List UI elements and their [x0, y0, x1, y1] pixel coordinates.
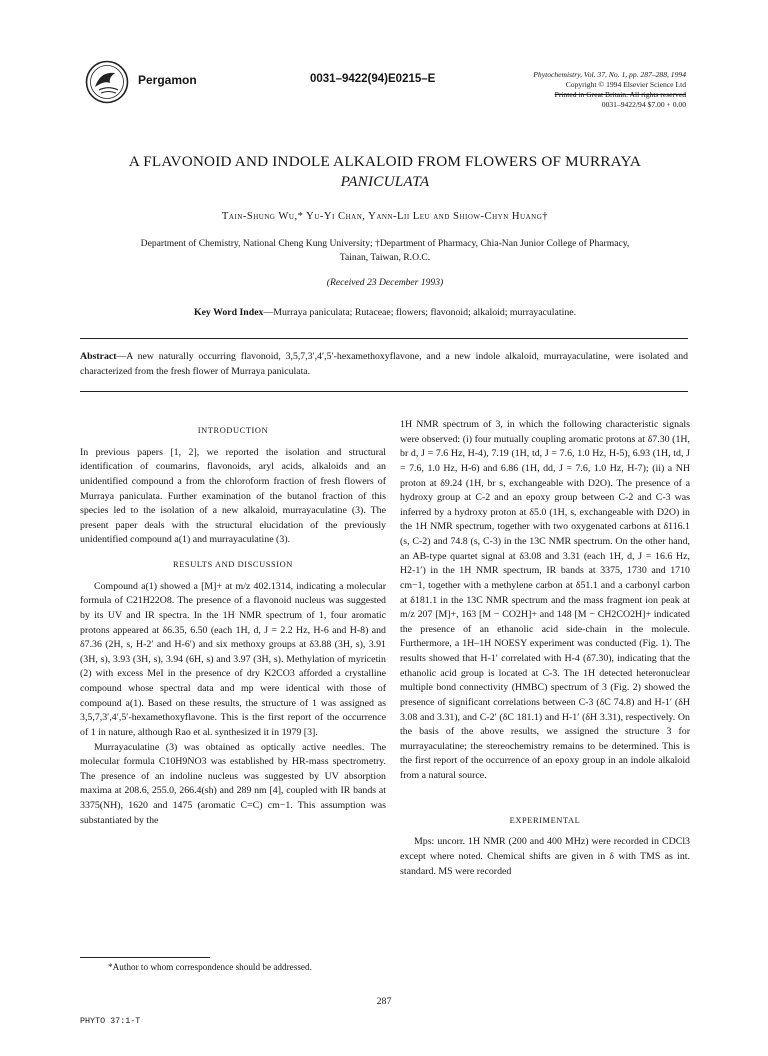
journal-price: 0031–9422/94 $7.00 + 0.00: [601, 100, 686, 109]
abstract-label: Abstract: [80, 351, 117, 362]
page-number: 287: [376, 996, 392, 1007]
introduction-paragraph: In previous papers [1, 2], we reported the isolation and structural identification of coumarins, flavonoids, aryl acids, alkaloids and an unidentified compound a from the chloroform fraction of fresh flowers of Murraya paniculata. Further examination of the butanol fraction of this species led to the isolation of a new alkaloid, murrayaculatine (3). The present paper deals with the structural elucidation of the previously unidentified compound a(1) and murrayaculatine (3).: [80, 446, 386, 546]
affiliation-line-2: Tainan, Taiwan, R.O.C.: [339, 252, 431, 263]
experimental-heading: EXPERIMENTAL: [509, 815, 581, 825]
affiliation-line-1: Department of Chemistry, National Cheng Kung University; †Department of Pharmacy, Chia-Nan Junior College of Pharmacy,: [140, 238, 630, 249]
results-heading: RESULTS AND DISCUSSION: [173, 560, 293, 569]
title-line-2: PANICULATA: [340, 173, 430, 190]
pergamon-logo: [85, 60, 129, 104]
received-date: (Received 23 December 1993): [326, 277, 444, 288]
introduction-heading: INTRODUCTION: [197, 426, 269, 435]
authors: Tain-Shung Wu,* Yu-Yi Chan, Yann-Lii Leu and Shiow-Chyn Huang†: [221, 211, 549, 222]
abstract: [80, 349, 688, 379]
title-line-1: A FLAVONOID AND INDOLE ALKALOID FROM FLOWERS OF MURRAYA: [128, 153, 642, 170]
volume-code: PHYTO 37:1-T: [80, 1016, 141, 1026]
experimental-paragraph: Mps: uncorr. 1H NMR (200 and 400 MHz) were recorded in CDCl3 except where noted. Chemical shifts are given in δ with TMS as int. standard. MS were recorded: [400, 836, 690, 877]
footnote: *Author to whom correspondence should be addressed.: [108, 962, 312, 972]
journal-info: [533, 70, 686, 110]
keywords-text: —Murraya paniculata; Rutaceae; flowers; flavonoid; alkaloid; murrayaculatine.: [263, 307, 577, 318]
affiliation: [60, 237, 710, 265]
column-left: [80, 424, 386, 828]
journal-citation: Phytochemistry, Vol. 37, No. 1, pp. 287–288, 1994: [533, 70, 686, 79]
footnote-rule: [80, 957, 210, 958]
rule-bottom: [80, 391, 688, 392]
rule-top: [80, 338, 688, 339]
journal-printed: Printed in Great Britain. All rights reserved: [554, 90, 686, 99]
abstract-text: —A new naturally occurring flavonoid, 3,5,7,3′,4′,5′-hexamethoxyflavone, and a new indole alkaloid, murrayaculatine, were isolated and characterized from the fresh flower of Murraya paniculata.: [80, 351, 688, 377]
journal-copyright: Copyright © 1994 Elsevier Science Ltd: [565, 80, 686, 89]
results-paragraph-2: Murrayaculatine (3) was obtained as optically active needles. The molecular formula C10H9NO3 was established by HR-mass spectrometry. The presence of an indoline nucleus was suggested by UV absorption maxima at 208.6, 255.0, 266.4(sh) and 289 nm [4], coupled with IR bands at 3375(NH), 1620 and 1475 (aromatic C=C) cm−1. This assumption was substantiated by the: [80, 741, 386, 826]
publisher-name: Pergamon: [138, 73, 197, 87]
column-right: [400, 418, 690, 879]
key-word-index: [60, 307, 710, 318]
article-code: 0031–9422(94)E0215–E: [310, 73, 436, 85]
keywords-label: Key Word Index: [193, 307, 264, 318]
results-paragraph-3: 1H NMR spectrum of 3, in which the following characteristic signals were observed: (i) four mutually coupling aromatic protons at δ7.30 (1H, br d, J = 7.6 Hz, H-4), 7.19 (1H, td, J = 7.6, 1.0 Hz, H-5), 6.93 (1H, td, J = 7.6, 1.0 Hz, H-6) and 6.86 (1H, dd, J = 7.6, 1.0 Hz, H-7); (ii) a NH proton at δ9.24 (1H, br s, exchangeable with D2O). The presence of a hydroxy group at C-2 and an epoxy group between C-2 and C-3 was inferred by a hydroxy proton at δ5.0 (1H, s, exchangeable with D2O) in the 1H NMR spectrum, together with two oxygenated carbons at δ116.1 (s, C-2) and 74.8 (s, C-3) in the 13C NMR spectrum. On the other hand, an AB-type quartet signal at δ3.08 and 3.31 (each 1H, d, J = 16.6 Hz, H2-1′) in the 1H NMR spectrum, IR bands at 3375, 1730 and 1710 cm−1, together with a methylene carbon at δ51.1 and a carbonyl carbon at δ181.1 in the 13C NMR spectrum and the mass fragment ion peak at m/z 207 [M]+, 163 [M − CO2H]+ and 148 [M − CH2CO2H]+ indicated the presence of an ethanolic acid side-chain in the molecule. Furthermore, a 1H–1H NOESY experiment was conducted (Fig. 1). The results showed that H-1′ correlated with H-4 (δ7.30), indicating that the ethanolic acid group is located at C-3. The 1H detected heteronuclear multiple bond connectivity (HMBC) spectrum of 3 (Fig. 2) showed the presence of significant correlations between C-3 (δC 74.8) and H-1′ (δH 3.08 and 3.31), and C-2′ (δC 181.1) and H-1′ (δH 3.31), respectively. On the basis of the above results, we assigned the structure 3 for murrayaculatine; the stereochemistry remains to be determined. This is the first report of the occurrence of an epoxy group in an indole alkaloid from a natural source.: [400, 419, 690, 781]
results-paragraph-1: Compound a(1) showed a [M]+ at m/z 402.1314, indicating a molecular formula of C21H22O8. The presence of a flavonoid nucleus was suggested by its UV and IR spectra. In the 1H NMR spectrum of 1, four aromatic protons appeared at δ6.35, 6.50 (each 1H, d, J = 2.2 Hz, H-6 and H-8) and δ7.36 (2H, s, H-2′ and H-6′) and six methoxy groups at δ3.88 (3H, s), 3.91 (3H, s), 3.93 (3H, s), 3.94 (6H, s) and 3.97 (3H, s). Methylation of myricetin (2) with excess MeI in the presence of dry K2CO3 afforded a crystalline compound whose spectral data and mp were identical with those of compound a(1). Based on these results, the structure of 1 was assigned as 3,5,7,3′,4′,5′-hexamethoxyflavone. This is the first report of the occurrence of 1 in nature, although Rao et al. synthesized it in 1979 [3].: [80, 580, 386, 738]
article-title: [60, 152, 710, 192]
